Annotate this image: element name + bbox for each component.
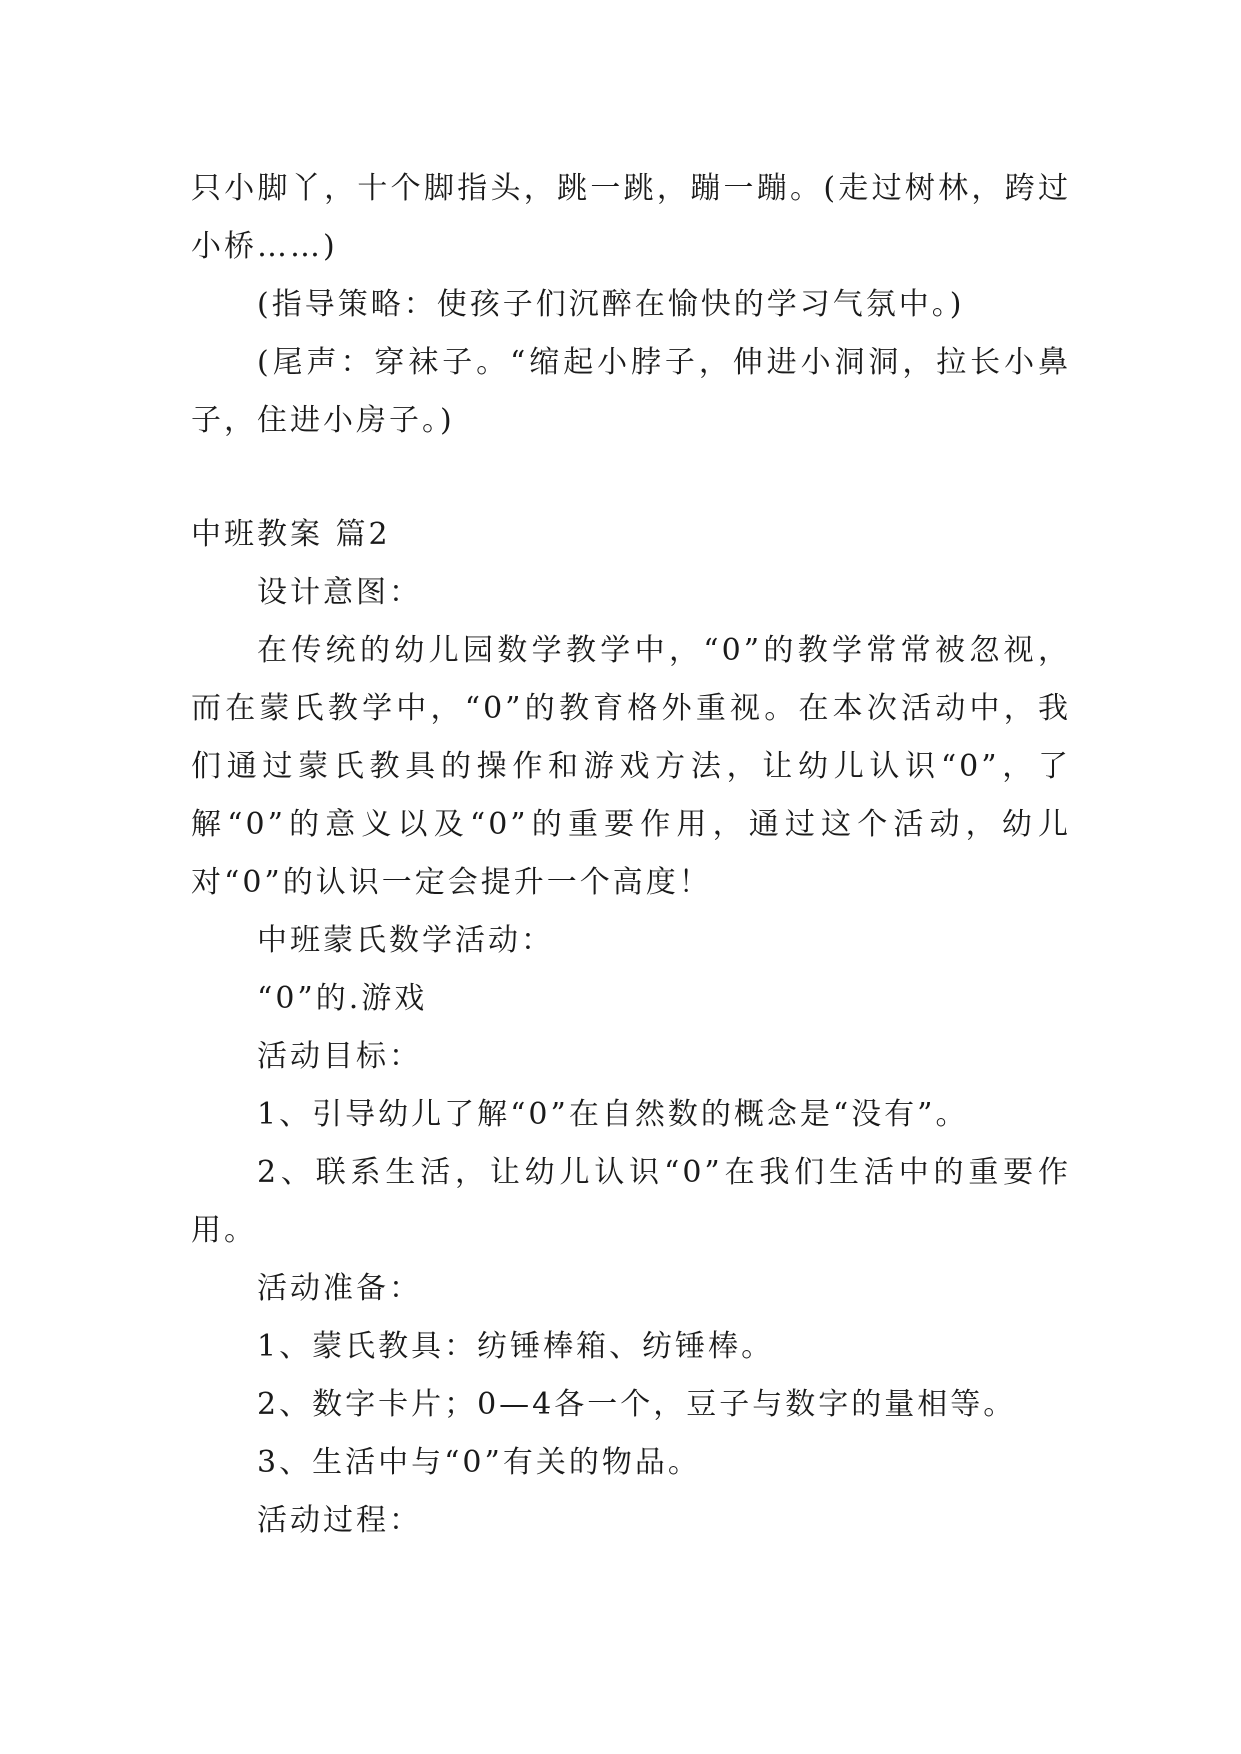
section-title: 中班教案 篇2 <box>191 517 391 552</box>
paragraph-activity-name: “0”的.游戏 <box>257 981 428 1016</box>
paragraph-ending: (尾声：穿袜子。“缩起小脖子，伸进小洞洞，拉长小鼻子，住进小房子。) <box>191 345 1071 438</box>
paragraph-design-intent: 在传统的幼儿园数学教学中，“0”的教学常常被忽视，而在蒙氏教学中，“0”的教育格外重视。在本次活动中，我们通过蒙氏教具的操作和游戏方法，让幼儿认识“0”，了解“0”的意义以及“0”的重要作用，通过这个活动，幼儿对“0”的认识一定会提升一个高度！ <box>191 633 1071 900</box>
paragraph-preparation-3: 3、生活中与“0”有关的物品。 <box>257 1445 701 1480</box>
paragraph-design-intent-label: 设计意图： <box>257 575 422 610</box>
document-body <box>191 160 1071 1550</box>
paragraph-goal-2: 2、联系生活，让幼儿认识“0”在我们生活中的重要作用。 <box>191 1155 1071 1248</box>
paragraph-goal-1: 1、引导幼儿了解“0”在自然数的概念是“没有”。 <box>257 1097 969 1132</box>
paragraph-goals-label: 活动目标： <box>257 1039 422 1074</box>
paragraph-continuation: 只小脚丫，十个脚指头，跳一跳，蹦一蹦。(走过树林，跨过小桥……) <box>191 171 1071 264</box>
paragraph-preparation-2: 2、数字卡片；0—4各一个，豆子与数字的量相等。 <box>257 1387 1017 1422</box>
paragraph-activity-name-label: 中班蒙氏数学活动： <box>257 923 554 958</box>
section-gap <box>191 450 1071 506</box>
paragraph-process-label: 活动过程： <box>257 1503 422 1538</box>
paragraph-guidance-strategy: (指导策略：使孩子们沉醉在愉快的学习气氛中。) <box>257 287 965 322</box>
paragraph-preparation-1: 1、蒙氏教具：纺锤棒箱、纺锤棒。 <box>257 1329 775 1364</box>
paragraph-preparation-label: 活动准备： <box>257 1271 422 1306</box>
